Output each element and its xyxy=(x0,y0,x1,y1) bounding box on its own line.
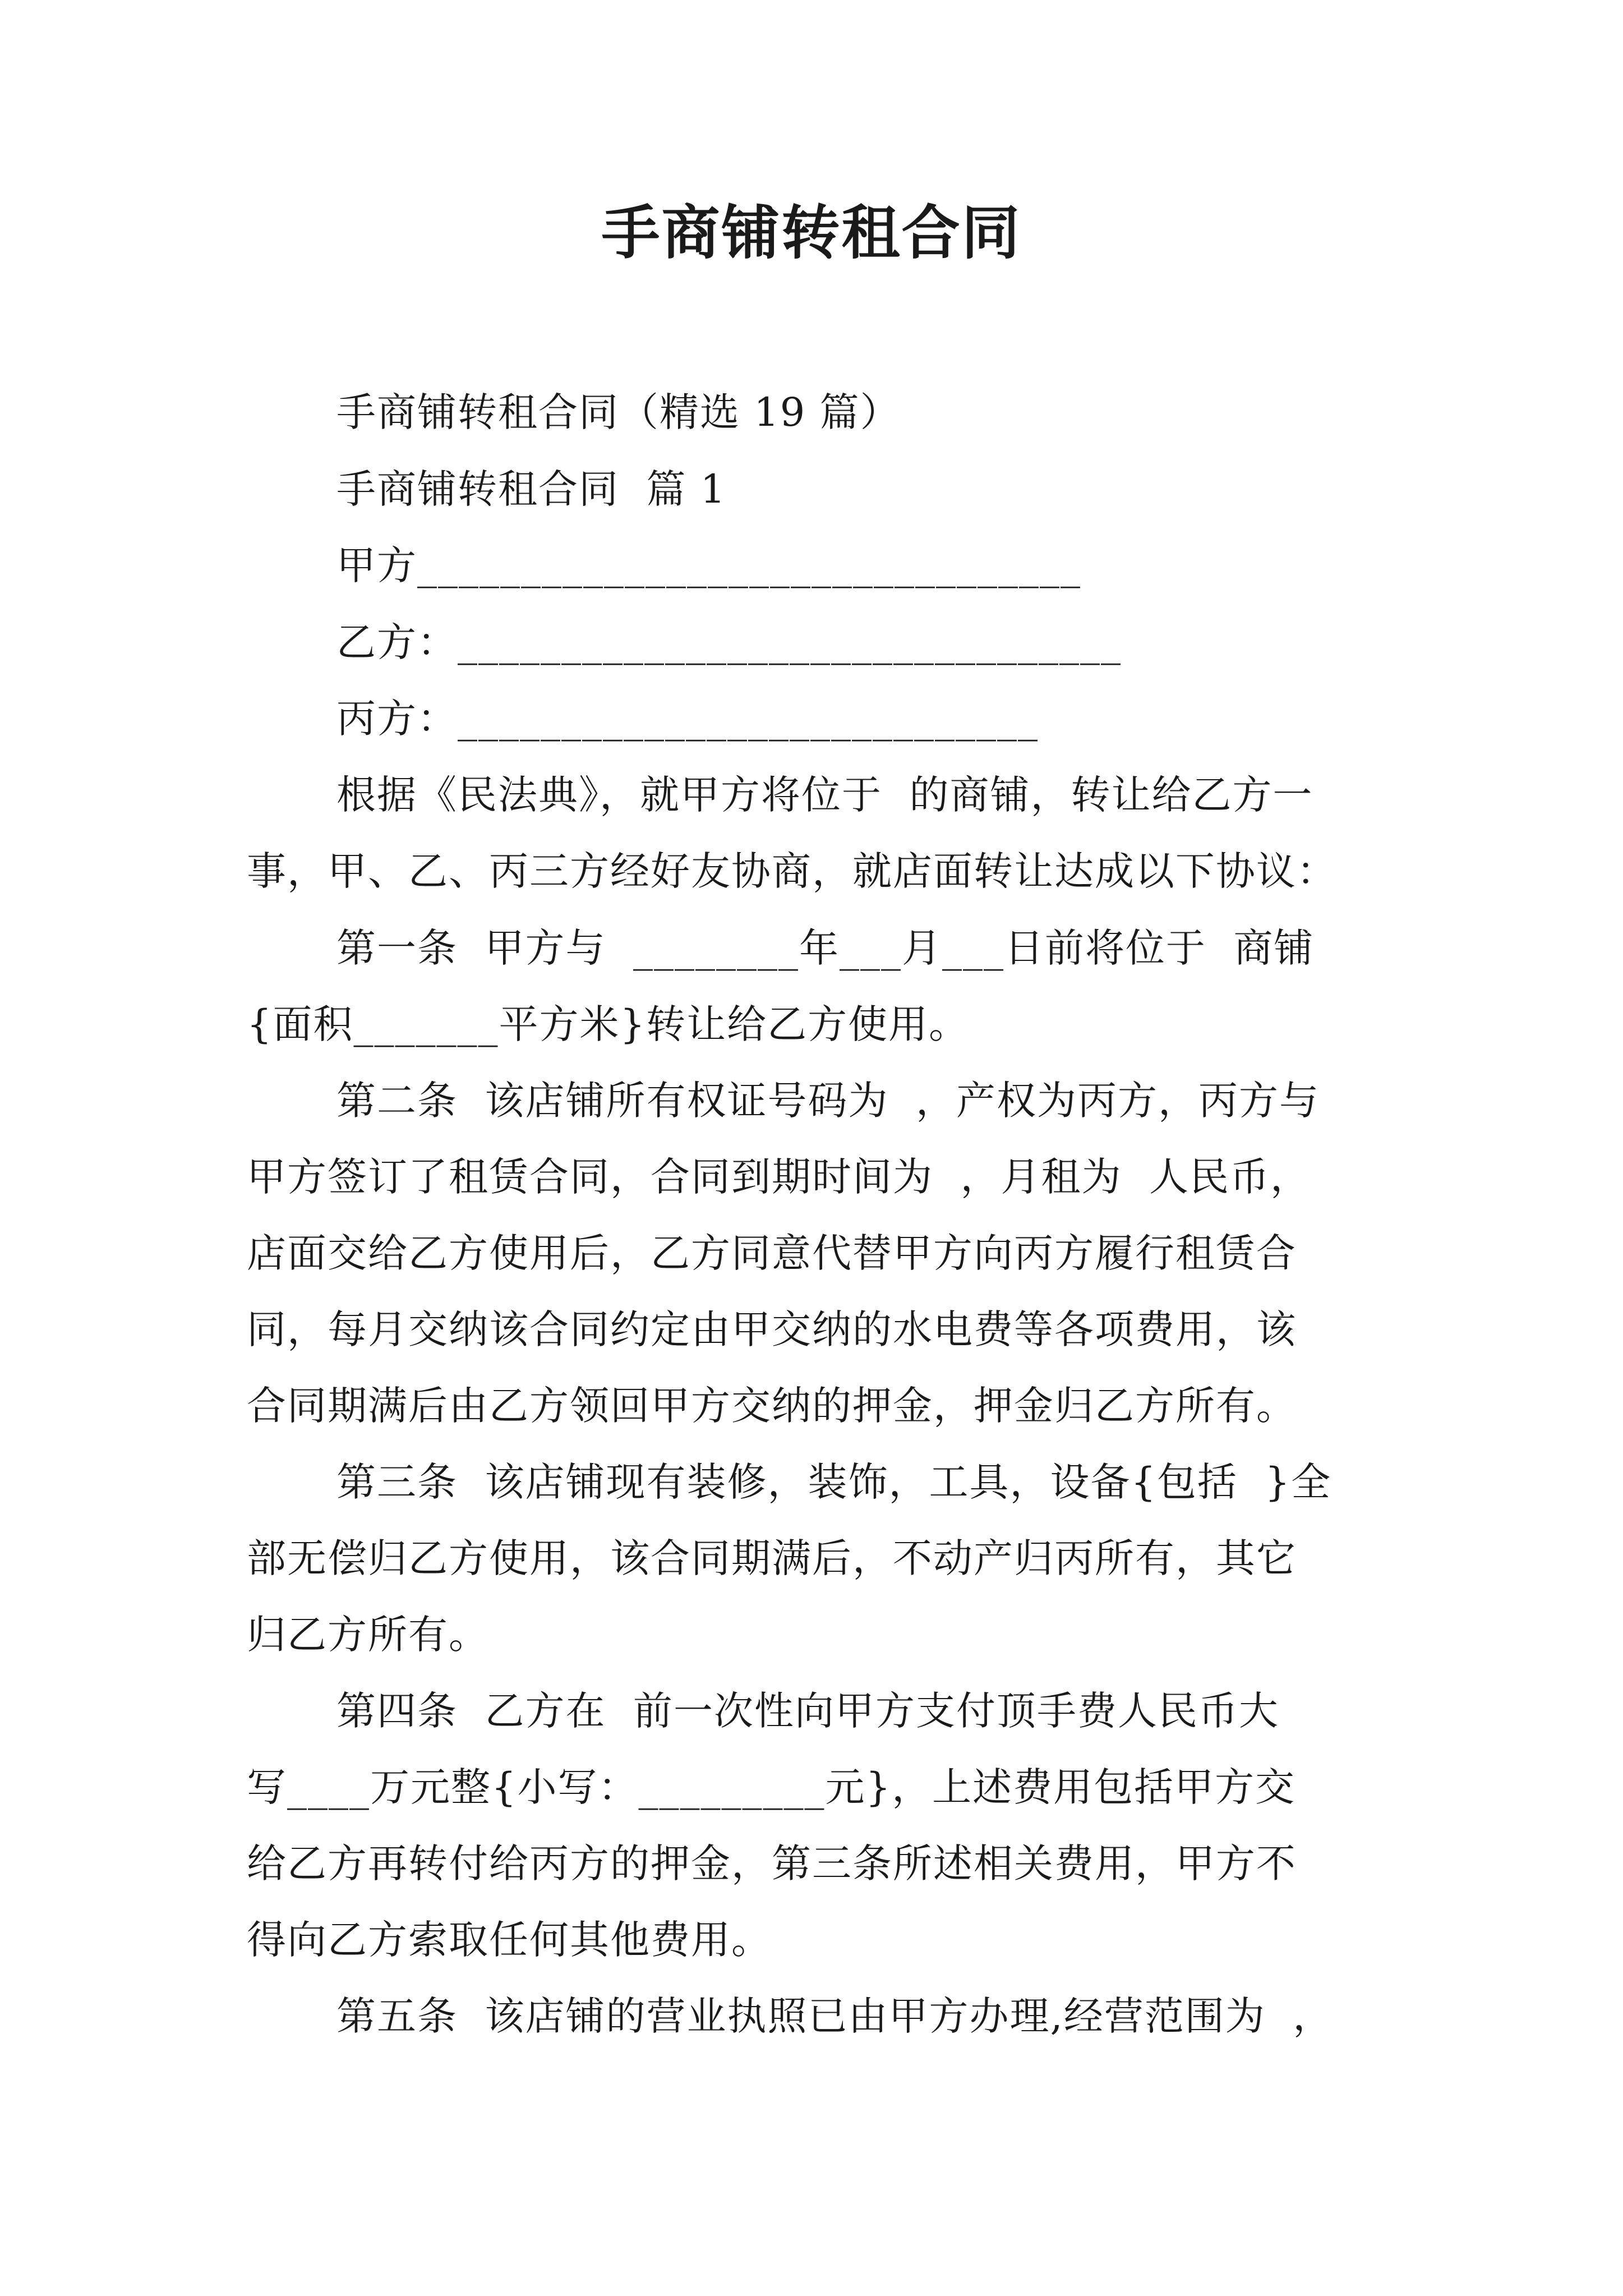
article-2-line-2: 甲方签订了租赁合同，合同到期时间为 ，月租为 人民币， xyxy=(247,1154,1311,1200)
article-4-line-2: 写____万元整{小写：_________元}，上述费用包括甲方交 xyxy=(247,1764,1296,1810)
document-title: 手商铺转租合同 xyxy=(601,198,1022,267)
article-1-line-2: {面积_______平方米}转让给乙方使用。 xyxy=(247,1001,970,1047)
article-2-line-1: 第二条 该店铺所有权证号码为 ，产权为丙方，丙方与 xyxy=(336,1078,1320,1124)
section-heading: 手商铺转租合同 篇 1 xyxy=(336,466,727,512)
article-2-line-4: 同，每月交纳该合同约定由甲交纳的水电费等各项费用，该 xyxy=(247,1306,1297,1352)
article-4-line-4: 得向乙方索取任何其他费用。 xyxy=(247,1917,772,1963)
article-2-line-5: 合同期满后由乙方领回甲方交纳的押金，押金归乙方所有。 xyxy=(247,1383,1297,1429)
article-2-line-3: 店面交给乙方使用后，乙方同意代替甲方向丙方履行租赁合 xyxy=(247,1230,1297,1276)
party-c-line: 丙方：____________________________ xyxy=(336,696,1039,742)
subtitle-selection: 手商铺转租合同（精选 19 篇） xyxy=(336,389,901,435)
article-4-line-3: 给乙方再转付给丙方的押金，第三条所述相关费用，甲方不 xyxy=(247,1841,1297,1887)
party-a-line: 甲方________________________________ xyxy=(336,542,1081,588)
article-3-line-2: 部无偿归乙方使用，该合同期满后，不动产归丙所有，其它 xyxy=(247,1535,1297,1581)
article-3-line-3: 归乙方所有。 xyxy=(247,1612,489,1658)
article-4-line-1: 第四条 乙方在 前一次性向甲方支付顶手费人民币大 xyxy=(336,1688,1280,1734)
preamble-line-1: 根据《民法典》，就甲方将位于 的商铺，转让给乙方一 xyxy=(336,772,1313,818)
preamble-line-2: 事，甲、乙、丙三方经好友协商，就店面转让达成以下协议： xyxy=(247,848,1337,894)
party-b-line: 乙方：________________________________ xyxy=(336,619,1122,665)
article-1-line-1: 第一条 甲方与 ________年___月___日前将位于 商铺 xyxy=(336,925,1315,971)
article-5-line-1: 第五条 该店铺的营业执照已由甲方办理,经营范围为 ， xyxy=(336,1993,1334,2039)
article-3-line-1: 第三条 该店铺现有装修，装饰，工具，设备{包括 }全 xyxy=(336,1459,1332,1505)
